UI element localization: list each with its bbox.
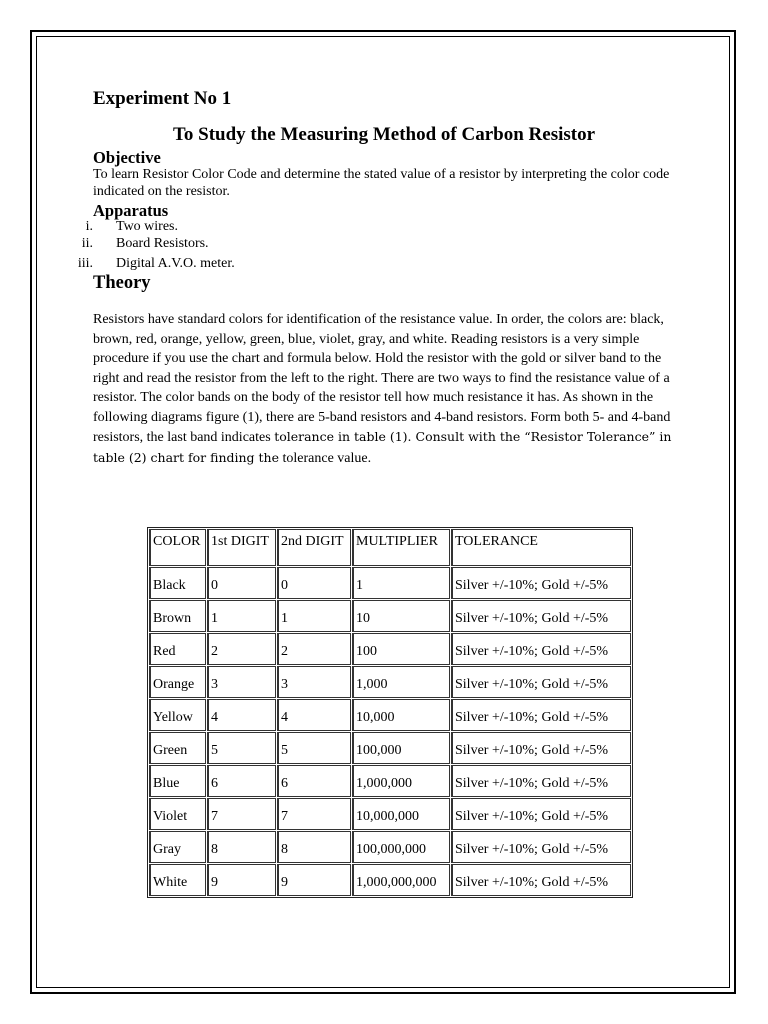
table-cell: 0: [277, 567, 351, 599]
table-row: [149, 798, 631, 830]
table-cell: 10,000: [352, 699, 450, 731]
table-cell: 100,000: [352, 732, 450, 764]
table-row: [149, 699, 631, 731]
table-row: [149, 600, 631, 632]
table-cell: Orange: [149, 666, 206, 698]
header-cell: 2nd DIGIT: [277, 529, 351, 566]
table-cell: 4: [277, 699, 351, 731]
table-cell: 4: [207, 699, 276, 731]
list-item: [60, 256, 360, 273]
list-item-number: ii.: [81, 236, 93, 251]
table-cell: 2: [277, 633, 351, 665]
table-cell: 2: [207, 633, 276, 665]
objective-text: To learn Resistor Color Code and determine the stated value of a resistor by interpreting the color code indicated on the resistor.: [93, 167, 670, 199]
resistor-color-table: [147, 527, 633, 898]
table-cell: 1,000,000,000: [352, 864, 450, 896]
table-cell: 8: [277, 831, 351, 863]
table-row: [149, 864, 631, 896]
list-item-text: Two wires.: [116, 219, 179, 234]
table-row: [149, 666, 631, 698]
header-cell: COLOR: [149, 529, 206, 566]
table-cell: Silver +/-10%; Gold +/-5%: [451, 699, 631, 731]
table-cell: 8: [207, 831, 276, 863]
table-cell: Brown: [149, 600, 206, 632]
table-cell: Green: [149, 732, 206, 764]
header-cell: MULTIPLIER: [352, 529, 450, 566]
list-item-text: Digital A.V.O. meter.: [116, 256, 235, 271]
table-cell: 1: [207, 600, 276, 632]
page-title: To Study the Measuring Method of Carbon Resistor: [172, 124, 596, 145]
table-cell: 1,000: [352, 666, 450, 698]
table-cell: Black: [149, 567, 206, 599]
table-cell: Silver +/-10%; Gold +/-5%: [451, 633, 631, 665]
table-cell: 10: [352, 600, 450, 632]
list-item-number: iii.: [77, 256, 93, 271]
table-cell: Silver +/-10%; Gold +/-5%: [451, 666, 631, 698]
table-cell: Violet: [149, 798, 206, 830]
table-cell: White: [149, 864, 206, 896]
table-cell: Blue: [149, 765, 206, 797]
table-row: [149, 567, 631, 599]
table-cell: 0: [207, 567, 276, 599]
table-cell: 3: [207, 666, 276, 698]
table-cell: Silver +/-10%; Gold +/-5%: [451, 732, 631, 764]
table-cell: 6: [277, 765, 351, 797]
theory-text-main: Resistors have standard colors for identification of the resistance value. In order, the colors are: black, brown, red, orange, yellow, green, blue, violet, gray, and white. Reading resistors is a very simple procedure if you use the chart and formula below. Hold the resistor with the gold or silver band to the right and read the resistor from the left to the right. There are two ways to find the resistance value of a resistor. The color bands on the body of the resistor tell how much resistance it has. As shown in the following diagrams figure (1), there are 5-band resistors and 4-band resistors. Form both 5- and 4-band resistors, the last band indicates: [93, 312, 671, 445]
table-cell: Silver +/-10%; Gold +/-5%: [451, 831, 631, 863]
table-cell: 100,000,000: [352, 831, 450, 863]
list-item-text: Board Resistors.: [116, 236, 209, 251]
header-cell: TOLERANCE: [451, 529, 631, 566]
table-cell: Silver +/-10%; Gold +/-5%: [451, 567, 631, 599]
apparatus-heading: Apparatus: [93, 201, 169, 220]
objective-heading: Objective: [93, 148, 161, 167]
table-row: [149, 831, 631, 863]
list-item: [60, 219, 360, 236]
table-cell: Silver +/-10%; Gold +/-5%: [451, 864, 631, 896]
table-header-row: [149, 529, 631, 566]
header-cell: 1st DIGIT: [207, 529, 276, 566]
table-cell: 10,000,000: [352, 798, 450, 830]
table-cell: Red: [149, 633, 206, 665]
table-row: [149, 732, 631, 764]
table-cell: 100: [352, 633, 450, 665]
table-cell: 1: [277, 600, 351, 632]
table-cell: 7: [207, 798, 276, 830]
theory-text-tolerance: tolerance in table (1). Consult with the “Resistor Tolerance” in table (2) chart for finding the: [93, 429, 672, 465]
table-cell: Gray: [149, 831, 206, 863]
table-cell: Silver +/-10%; Gold +/-5%: [451, 798, 631, 830]
theory-text-end: tolerance value.: [282, 450, 372, 466]
table-cell: 7: [277, 798, 351, 830]
table-cell: 5: [277, 732, 351, 764]
theory-heading: Theory: [93, 273, 151, 293]
apparatus-list: [60, 219, 360, 270]
table-cell: Silver +/-10%; Gold +/-5%: [451, 600, 631, 632]
table-cell: 5: [207, 732, 276, 764]
list-item-number: i.: [85, 219, 93, 234]
table-cell: Silver +/-10%; Gold +/-5%: [451, 765, 631, 797]
list-item: [60, 236, 360, 253]
table-cell: 3: [277, 666, 351, 698]
table-cell: 9: [207, 864, 276, 896]
table-row: [149, 765, 631, 797]
table-cell: 1: [352, 567, 450, 599]
table-cell: Yellow: [149, 699, 206, 731]
experiment-heading: Experiment No 1: [93, 88, 232, 109]
theory-paragraph: [93, 310, 673, 468]
table-cell: 1,000,000: [352, 765, 450, 797]
table-row: [149, 633, 631, 665]
table-cell: 9: [277, 864, 351, 896]
table-cell: 6: [207, 765, 276, 797]
